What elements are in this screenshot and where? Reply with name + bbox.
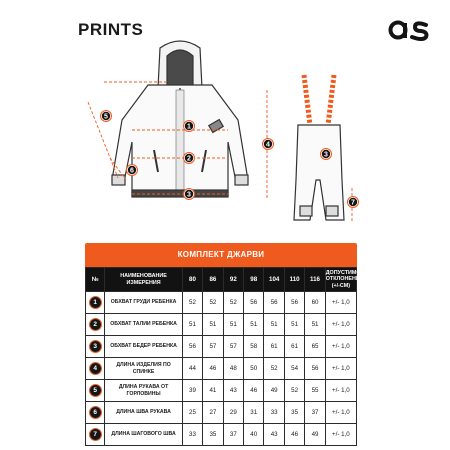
size-value: 44 xyxy=(182,358,202,380)
col-header-size: 110 xyxy=(284,268,304,292)
size-table xyxy=(85,243,365,446)
row-number-cell xyxy=(86,402,105,424)
size-value: 52 xyxy=(223,292,243,314)
page-title: PRINTS xyxy=(78,20,144,39)
tolerance-value: +/- 1,0 xyxy=(325,402,356,424)
row-number-cell xyxy=(86,336,105,358)
size-value: 56 xyxy=(182,336,202,358)
measurement-name: ОБХВАТ ТАЛИИ РЕБЕНКА xyxy=(105,314,182,336)
svg-text:3: 3 xyxy=(324,151,328,159)
size-value: 57 xyxy=(223,336,243,358)
size-value: 50 xyxy=(244,358,264,380)
size-value: 35 xyxy=(203,424,223,446)
number-badge-icon xyxy=(89,318,102,331)
col-header-size: 92 xyxy=(223,268,243,292)
size-value: 52 xyxy=(203,292,223,314)
size-value: 39 xyxy=(182,380,202,402)
table-header-row xyxy=(86,268,357,292)
size-value: 33 xyxy=(182,424,202,446)
row-number: 1 xyxy=(90,297,101,308)
row-number: 3 xyxy=(90,341,101,352)
size-value: 40 xyxy=(244,424,264,446)
measurement-name: ДЛИНА ШВА РУКАВА xyxy=(105,402,182,424)
table-row xyxy=(86,402,357,424)
size-value: 57 xyxy=(203,336,223,358)
size-value: 35 xyxy=(284,402,304,424)
svg-text:1: 1 xyxy=(187,123,191,131)
number-badge-icon xyxy=(89,340,102,353)
row-number: 2 xyxy=(90,319,101,330)
size-value: 49 xyxy=(264,380,284,402)
svg-text:7: 7 xyxy=(351,199,355,207)
col-header-size: 116 xyxy=(305,268,325,292)
size-value: 37 xyxy=(223,424,243,446)
tolerance-value: +/- 1,0 xyxy=(325,314,356,336)
col-header-size: 98 xyxy=(244,268,264,292)
size-value: 43 xyxy=(264,424,284,446)
tolerance-value: +/- 1,0 xyxy=(325,358,356,380)
measurement-name: ДЛИНА ШАГОВОГО ШВА xyxy=(105,424,182,446)
row-number: 5 xyxy=(90,385,101,396)
size-value: 51 xyxy=(264,314,284,336)
number-badge-icon xyxy=(89,362,102,375)
row-number: 7 xyxy=(90,429,101,440)
table-row xyxy=(86,292,357,314)
size-value: 61 xyxy=(284,336,304,358)
table-row xyxy=(86,358,357,380)
size-value: 61 xyxy=(264,336,284,358)
size-value: 37 xyxy=(305,402,325,424)
size-value: 54 xyxy=(284,358,304,380)
size-value: 56 xyxy=(264,292,284,314)
size-value: 48 xyxy=(223,358,243,380)
size-value: 46 xyxy=(203,358,223,380)
size-value: 51 xyxy=(305,314,325,336)
number-badge-icon xyxy=(89,428,102,441)
row-number-cell xyxy=(86,424,105,446)
col-header-no: № xyxy=(86,268,105,292)
tolerance-value: +/- 1,0 xyxy=(325,292,356,314)
size-value: 56 xyxy=(284,292,304,314)
svg-text:6: 6 xyxy=(130,167,134,175)
col-header-size: 80 xyxy=(182,268,202,292)
size-value: 49 xyxy=(305,424,325,446)
svg-text:4: 4 xyxy=(266,141,270,149)
row-number-cell xyxy=(86,292,105,314)
size-value: 56 xyxy=(244,292,264,314)
svg-text:5: 5 xyxy=(104,113,108,121)
number-badge-icon xyxy=(89,296,102,309)
tolerance-value: +/- 1,0 xyxy=(325,380,356,402)
size-value: 60 xyxy=(305,292,325,314)
size-value: 52 xyxy=(284,380,304,402)
size-value: 29 xyxy=(223,402,243,424)
size-value: 65 xyxy=(305,336,325,358)
col-header-tolerance: ДОПУСТИМОЕ ОТКЛОНЕНИЕ (+/-СМ) xyxy=(325,268,356,292)
measurement-name: ОБХВАТ ГРУДИ РЕБЕНКА xyxy=(105,292,182,314)
size-value: 51 xyxy=(223,314,243,336)
col-header-name: НАИМЕНОВАНИЕ ИЗМЕРЕНИЯ xyxy=(105,268,182,292)
size-value: 52 xyxy=(264,358,284,380)
size-value: 27 xyxy=(203,402,223,424)
size-value: 51 xyxy=(203,314,223,336)
size-value: 25 xyxy=(182,402,202,424)
tolerance-value: +/- 1,0 xyxy=(325,336,356,358)
size-value: 52 xyxy=(182,292,202,314)
svg-text:3: 3 xyxy=(187,191,191,199)
size-value: 43 xyxy=(223,380,243,402)
tolerance-value: +/- 1,0 xyxy=(325,424,356,446)
size-value: 55 xyxy=(305,380,325,402)
size-value: 51 xyxy=(244,314,264,336)
garment-illustration xyxy=(70,30,370,230)
size-value: 33 xyxy=(264,402,284,424)
size-value: 51 xyxy=(182,314,202,336)
table-row xyxy=(86,424,357,446)
brand-logo xyxy=(388,17,432,41)
col-header-size: 104 xyxy=(264,268,284,292)
table-row xyxy=(86,314,357,336)
row-number-cell xyxy=(86,314,105,336)
overalls-drawing xyxy=(294,75,344,220)
table-title: КОМПЛЕКТ ДЖАРВИ xyxy=(85,243,357,267)
number-badge-icon xyxy=(89,384,102,397)
size-value: 46 xyxy=(244,380,264,402)
size-value: 58 xyxy=(244,336,264,358)
measurement-name: ДЛИНА ИЗДЕЛИЯ ПО СПИНКЕ xyxy=(105,358,182,380)
measurement-name: ОБХВАТ БЕДЕР РЕБЕНКА xyxy=(105,336,182,358)
row-number-cell xyxy=(86,380,105,402)
number-badge-icon xyxy=(89,406,102,419)
size-chart xyxy=(85,267,365,446)
table-row xyxy=(86,336,357,358)
size-value: 41 xyxy=(203,380,223,402)
row-number-cell xyxy=(86,358,105,380)
size-value: 56 xyxy=(305,358,325,380)
size-value: 31 xyxy=(244,402,264,424)
row-number: 6 xyxy=(90,407,101,418)
size-value: 51 xyxy=(284,314,304,336)
svg-text:2: 2 xyxy=(187,155,191,163)
table-row xyxy=(86,380,357,402)
col-header-size: 86 xyxy=(203,268,223,292)
measurement-name: ДЛИНА РУКАВА ОТ ГОРЛОВИНЫ xyxy=(105,380,182,402)
row-number: 4 xyxy=(90,363,101,374)
size-value: 46 xyxy=(284,424,304,446)
